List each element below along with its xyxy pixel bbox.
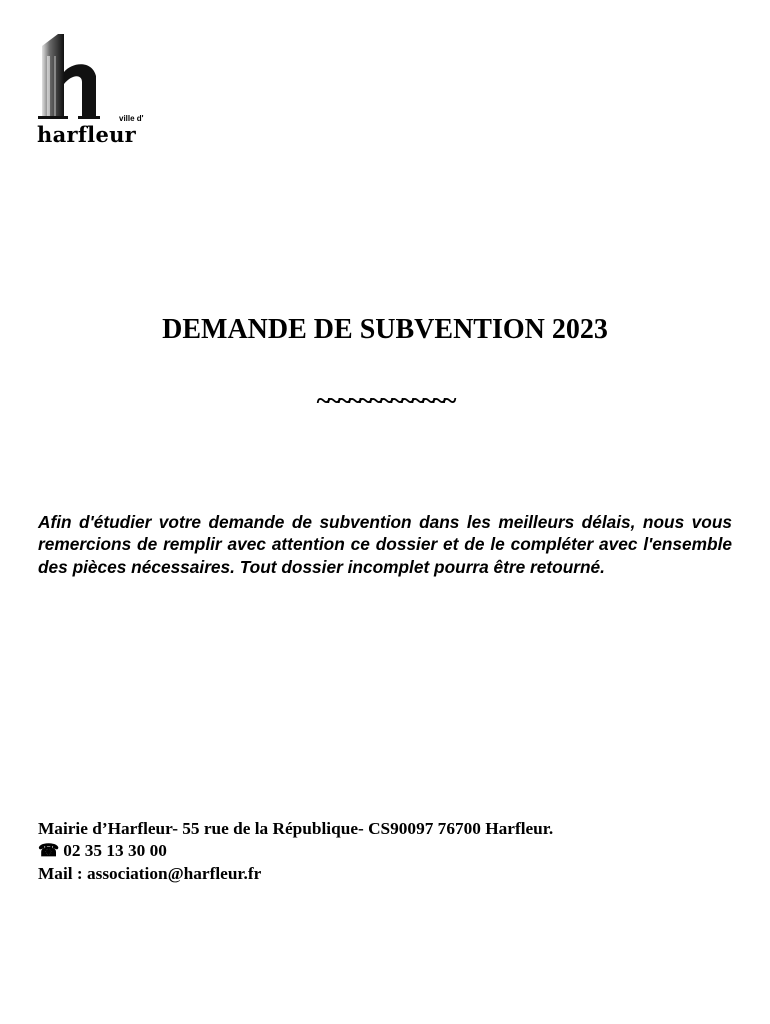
address-line: Mairie d’Harfleur- 55 rue de la République- CS90097 76700 Harfleur. xyxy=(38,819,554,838)
phone-number: 02 35 13 30 00 xyxy=(63,841,167,861)
phone-line xyxy=(38,840,553,862)
title-separator: ~~~~~~~~~~~~~ xyxy=(316,386,454,415)
logo-ville-label: ville d' xyxy=(119,114,144,123)
intro-paragraph: Afin d'étudier votre demande de subvention dans les meilleurs délais, nous vous remercions de remplir avec attention ce dossier et de le compléter avec l'ensemble des pièces nécessaires. Tout dossier incomplet pourra être retourné. xyxy=(38,512,732,577)
telephone-icon: ☎ xyxy=(38,841,60,861)
logo-town-name: harfleur xyxy=(37,122,137,147)
document-title: DEMANDE DE SUBVENTION 2023 xyxy=(162,314,608,345)
contact-footer xyxy=(38,818,553,885)
mail-line: Mail : association@harfleur.fr xyxy=(38,863,262,883)
town-logo xyxy=(36,34,146,152)
